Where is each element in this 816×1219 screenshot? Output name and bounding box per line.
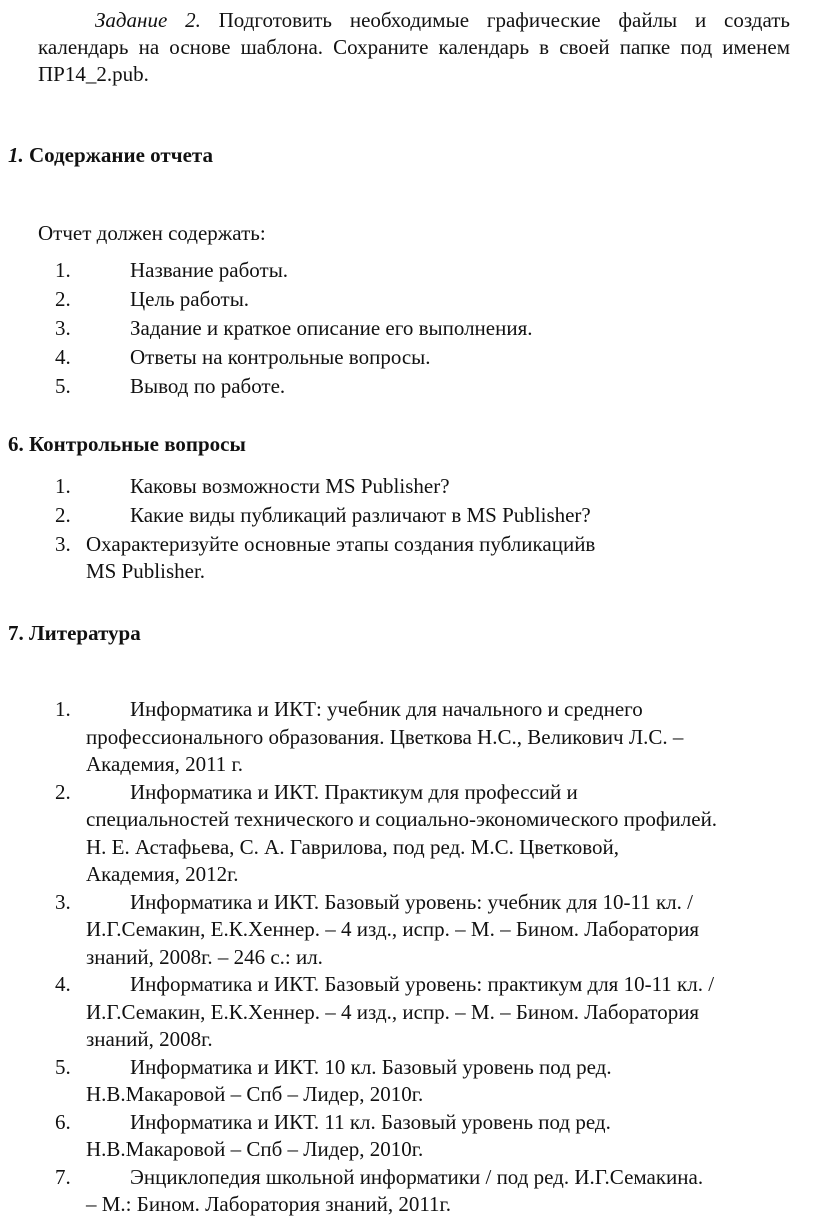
list-item [0, 1109, 796, 1164]
list-item-text: Каковы возможности MS Publisher? [130, 474, 450, 498]
list-item-number: 5. [55, 1054, 71, 1079]
control-questions-list [0, 473, 591, 531]
list-item [0, 1164, 796, 1219]
list-item-text: Ответы на контрольные вопросы. [130, 345, 431, 369]
section-literature-heading: 7. Литература [8, 621, 141, 645]
list-item-number: 1. [55, 697, 71, 721]
list-item-text: Академия, 2011 г. [86, 752, 244, 776]
list-item [0, 286, 533, 315]
list-item-number: 3. [55, 532, 71, 556]
list-item-text: Н.В.Макаровой – Спб – Лидер, 2010г. [86, 1137, 424, 1161]
task-text: Подготовить необходимые графические файлы и создать календарь на основе шаблона. Сохраните календарь в своей папке под именем ПР14_2.pub. [38, 8, 790, 86]
list-item [0, 779, 796, 889]
list-item-number: 2. [55, 287, 71, 311]
list-item-text: знаний, 2008г. – 246 с.: ил. [86, 944, 323, 969]
list-item [0, 502, 591, 531]
list-item [0, 315, 533, 344]
list-item-number: 1. [55, 474, 71, 498]
list-item-text: Н.В.Макаровой – Спб – Лидер, 2010г. [86, 1082, 424, 1106]
section-report-heading [8, 142, 213, 168]
list-item-text: Информатика и ИКТ. 10 кл. Базовый уровень под ред. [130, 1054, 612, 1079]
list-item-number: 3. [55, 316, 71, 340]
list-item [0, 473, 591, 502]
list-item-text: Информатика и ИКТ. 11 кл. Базовый уровень под ред. [130, 1109, 611, 1134]
list-item-number: 4. [55, 345, 71, 369]
list-item-text: профессионального образования. Цветкова Н.С., Великович Л.С. – [86, 724, 684, 749]
list-item-text: – М.: Бином. Лаборатория знаний, 2011г. [86, 1192, 452, 1216]
section-questions-heading: 6. Контрольные вопросы [8, 432, 246, 456]
list-item-text: специальностей технического и социально-экономического профилей. [86, 807, 718, 831]
list-item-number: 7. [55, 1164, 71, 1189]
list-item-text: Название работы. [130, 258, 289, 282]
list-item-text: И.Г.Семакин, Е.К.Хеннер. – 4 изд., испр. – М. – Бином. Лаборатория [86, 917, 700, 941]
list-item-text: Какие виды публикаций различают в MS Publisher? [130, 503, 591, 527]
list-item-text: Академия, 2012г. [86, 862, 239, 886]
list-item-number: 5. [55, 374, 71, 398]
list-item-text: Информатика и ИКТ. Базовый уровень: учебник для 10-11 кл. / [130, 889, 694, 914]
list-item-text: Н. Е. Астафьева, С. А. Гаврилова, под ред. М.С. Цветковой, [86, 834, 619, 859]
list-item-text: Задание и краткое описание его выполнения. [130, 316, 533, 340]
section-report-title: Содержание отчета [23, 143, 213, 167]
list-item-text: Информатика и ИКТ: учебник для начального и среднего [130, 697, 643, 721]
list-item-text: Энциклопедия школьной информатики / под ред. И.Г.Семакина. [130, 1164, 704, 1189]
report-contents-list [0, 257, 533, 402]
list-item-number: 3. [55, 889, 71, 914]
list-item [0, 373, 533, 402]
list-item [0, 889, 796, 972]
list-item-number: 1. [55, 258, 71, 282]
list-item [0, 257, 533, 286]
list-item-text: Информатика и ИКТ. Практикум для профессий и [130, 779, 578, 804]
list-item-number: 4. [55, 972, 71, 996]
list-item-number: 2. [55, 779, 71, 804]
list-item-text: знаний, 2008г. [86, 1027, 213, 1051]
list-item-text-continued: MS Publisher. [86, 559, 206, 583]
report-intro: Отчет должен содержать: [38, 221, 266, 245]
list-item-text: Информатика и ИКТ. Базовый уровень: практикум для 10-11 кл. / [130, 972, 715, 996]
list-item-text: Цель работы. [130, 287, 250, 311]
task-label: Задание 2. [95, 8, 201, 32]
list-item-number: 6. [55, 1109, 71, 1134]
list-item [0, 344, 533, 373]
list-item-text: Охарактеризуйте основные этапы создания публикацийв [86, 532, 596, 556]
list-item-number: 2. [55, 503, 71, 527]
literature-list [0, 696, 816, 1219]
list-item [0, 696, 796, 779]
list-item-text: И.Г.Семакин, Е.К.Хеннер. – 4 изд., испр. – М. – Бином. Лаборатория [86, 999, 700, 1024]
list-item [0, 1054, 796, 1109]
list-item-text: Вывод по работе. [130, 374, 286, 398]
list-item [0, 971, 796, 1054]
task-paragraph [38, 7, 790, 88]
section-report-number: 1. [8, 143, 24, 167]
